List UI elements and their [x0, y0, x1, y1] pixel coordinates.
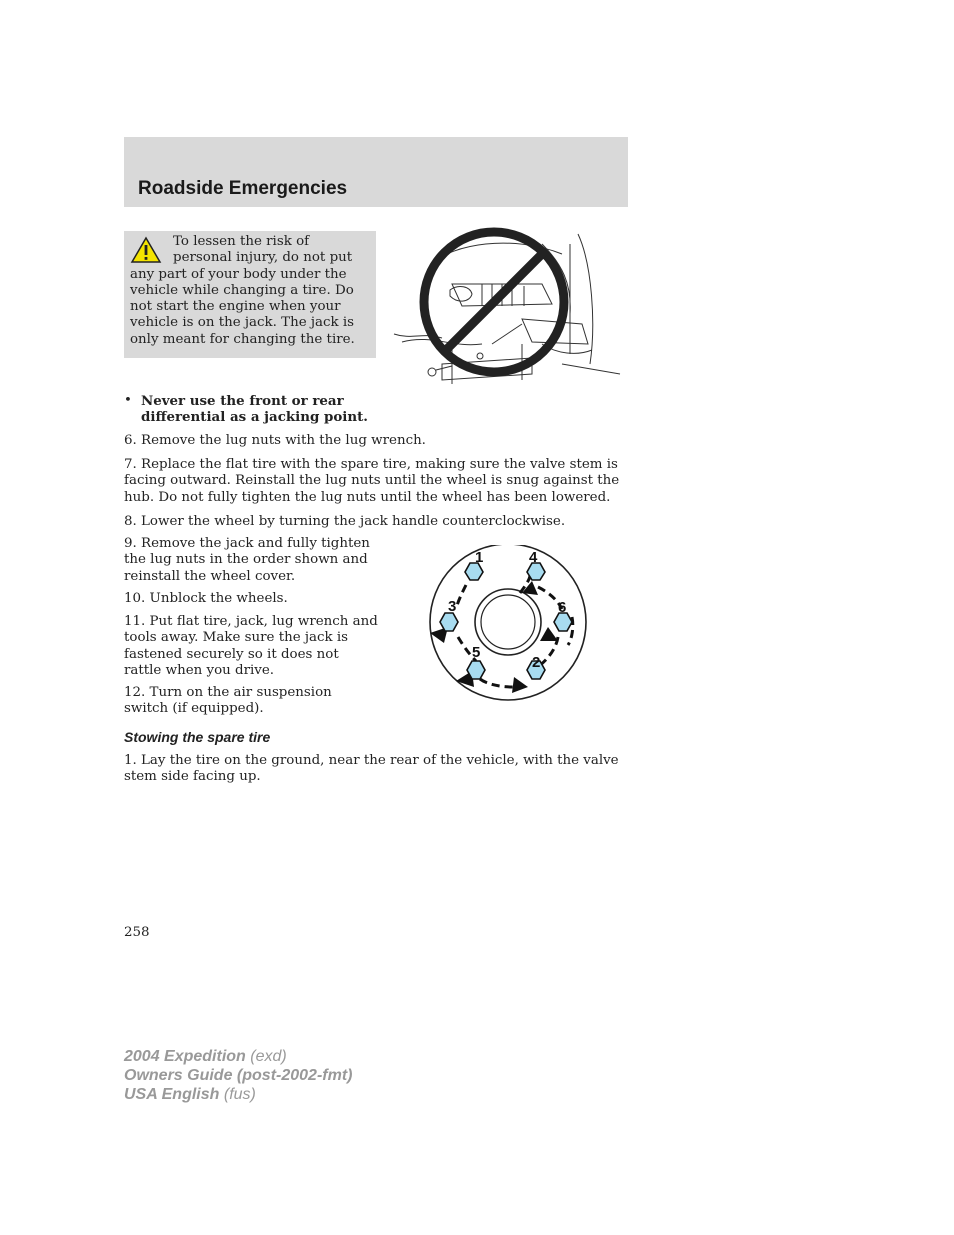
lug-nut-3 — [440, 613, 458, 631]
lug-label-5: 5 — [472, 644, 481, 661]
footer-line-2 — [124, 1066, 352, 1085]
footer-line-1 — [124, 1047, 352, 1066]
footer-guide: Owners Guide (post-2002-fmt) — [124, 1067, 353, 1084]
stowing-subheading: Stowing the spare tire — [124, 729, 271, 745]
lug-label-2: 2 — [532, 654, 541, 671]
step-6: 6. Remove the lug nuts with the lug wrench. — [124, 433, 426, 448]
differential-warning-bullet — [124, 393, 424, 426]
prohibition-symbol — [424, 232, 564, 372]
no-under-vehicle-illustration — [392, 224, 622, 390]
hub-inner — [481, 595, 535, 649]
step-10: 10. Unblock the wheels. — [124, 591, 288, 606]
lug-nut-5 — [467, 661, 485, 679]
lug-label-3: 3 — [448, 598, 457, 615]
lug-nut-order-diagram — [418, 545, 593, 705]
footer-line-3 — [124, 1085, 352, 1104]
lug-label-4: 4 — [529, 549, 538, 566]
lug-label-1: 1 — [475, 549, 484, 566]
step-12: 12. Turn on the air suspension switch (if equipped). — [124, 685, 332, 717]
footer-language-code: (fus) — [219, 1086, 256, 1103]
bullet-text: Never use the front or rear differential as a jacking point. — [141, 393, 368, 426]
warning-box — [124, 231, 376, 358]
document-footer — [124, 1047, 352, 1104]
page-number: 258 — [124, 925, 150, 940]
hub-outer — [475, 589, 541, 655]
stowing-step-1: 1. Lay the tire on the ground, near the rear of the vehicle, with the valve stem side facing up. — [124, 753, 619, 785]
step-7: 7. Replace the flat tire with the spare tire, making sure the valve stem is facing outward. Reinstall the lug nuts until the wheel is snug against the hub. Do not fully tighten the lug nuts until the wheel has been lowered. — [124, 457, 620, 505]
step-9: 9. Remove the jack and fully tighten the lug nuts in the order shown and reinstall the wheel cover. — [124, 536, 370, 584]
step-11: 11. Put flat tire, jack, lug wrench and tools away. Make sure the jack is fastened securely so it does not rattle when you drive. — [124, 614, 378, 678]
footer-language: USA English — [124, 1086, 220, 1103]
section-title: Roadside Emergencies — [138, 178, 348, 199]
footer-model-code: (exd) — [245, 1048, 287, 1065]
lug-label-6: 6 — [558, 599, 567, 616]
warning-text: To lessen the risk of personal injury, do not put any part of your body under the vehicle while changing a tire. Do not start the engine when your vehicle is on the jack. The jack is only meant for changing the tire. — [130, 234, 355, 347]
footer-model: 2004 Expedition — [124, 1048, 246, 1065]
bullet-dot: • — [124, 393, 132, 408]
step-8: 8. Lower the wheel by turning the jack handle counterclockwise. — [124, 514, 566, 529]
